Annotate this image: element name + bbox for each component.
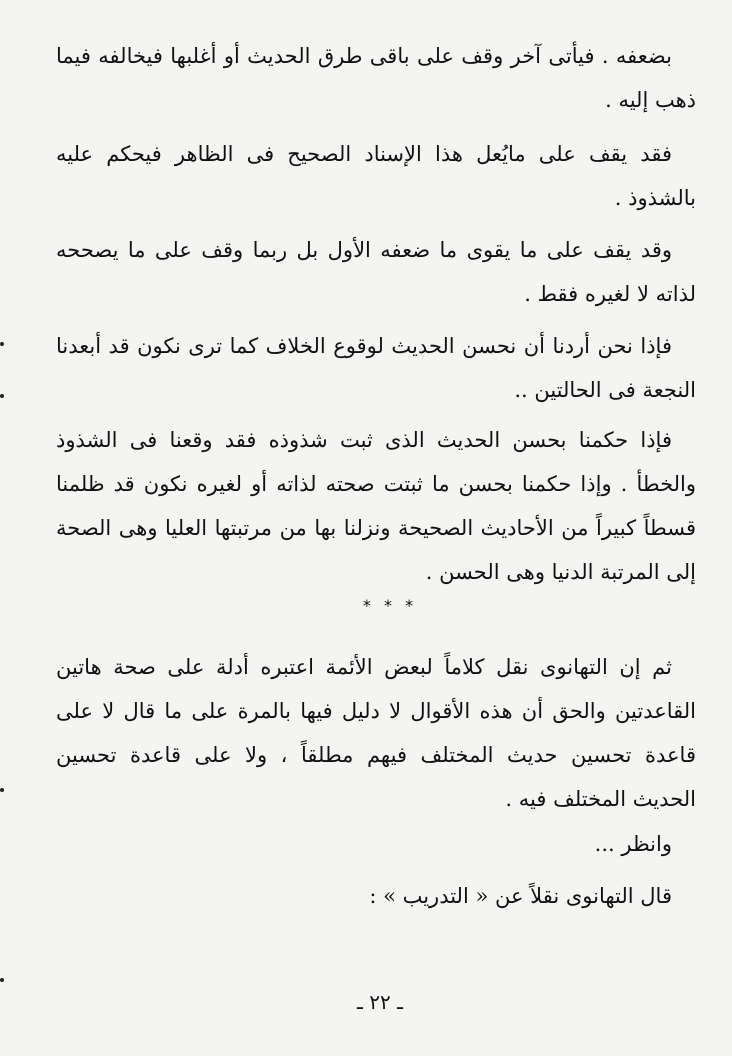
scan-mark: [0, 978, 4, 982]
paragraph-2: فقد يقف على مايُعل هذا الإسناد الصحيح فى الظاهر فيحكم عليه بالشذوذ .: [56, 142, 696, 210]
paragraph-7: وانظر ...: [594, 832, 672, 856]
paragraph-8: قال التهانوى نقلاً عن « التدريب » :: [369, 884, 672, 908]
section-separator: * * *: [362, 596, 418, 615]
paragraph-1: بضعفه . فيأتى آخر وقف على باقى طرق الحديث أو أغلبها فيخالفه فيما ذهب إليه .: [56, 44, 696, 112]
scan-mark: [0, 394, 4, 398]
scan-mark: [0, 342, 4, 346]
paragraph-3: وقد يقف على ما يقوى ما ضعفه الأول بل ربما وقف على ما يصححه لذاته لا لغيره فقط .: [56, 238, 696, 306]
paragraph-5: فإذا حكمنا بحسن الحديث الذى ثبت شذوذه فقد وقعنا فى الشذوذ والخطأ . وإذا حكمنا بحسن ما ثبتت صحته لذاته أو لغيره نكون قد ظلمنا قسطاً كبيراً من الأحاديث الصحيحة ونزلنا بها من مرتبتها العليا وهى الصحة إلى المرتبة الدنيا وهى الحسن .: [56, 428, 696, 584]
page-number: ـ ٢٢ ـ: [357, 990, 403, 1014]
scan-mark: [0, 788, 4, 792]
paragraph-6: ثم إن التهانوى نقل كلاماً لبعض الأئمة اعتبره أدلة على صحة هاتين القاعدتين والحق أن هذه الأقوال لا دليل فيها بالمرة على ما قال لا على قاعدة تحسين حديث المختلف فيهم مطلقاً ، ولا على قاعدة تحسين الحديث المختلف فيه .: [56, 655, 696, 811]
paragraph-4: فإذا نحن أردنا أن نحسن الحديث لوقوع الخلاف كما ترى نكون قد أبعدنا النجعة فى الحالتين ..: [56, 334, 696, 402]
